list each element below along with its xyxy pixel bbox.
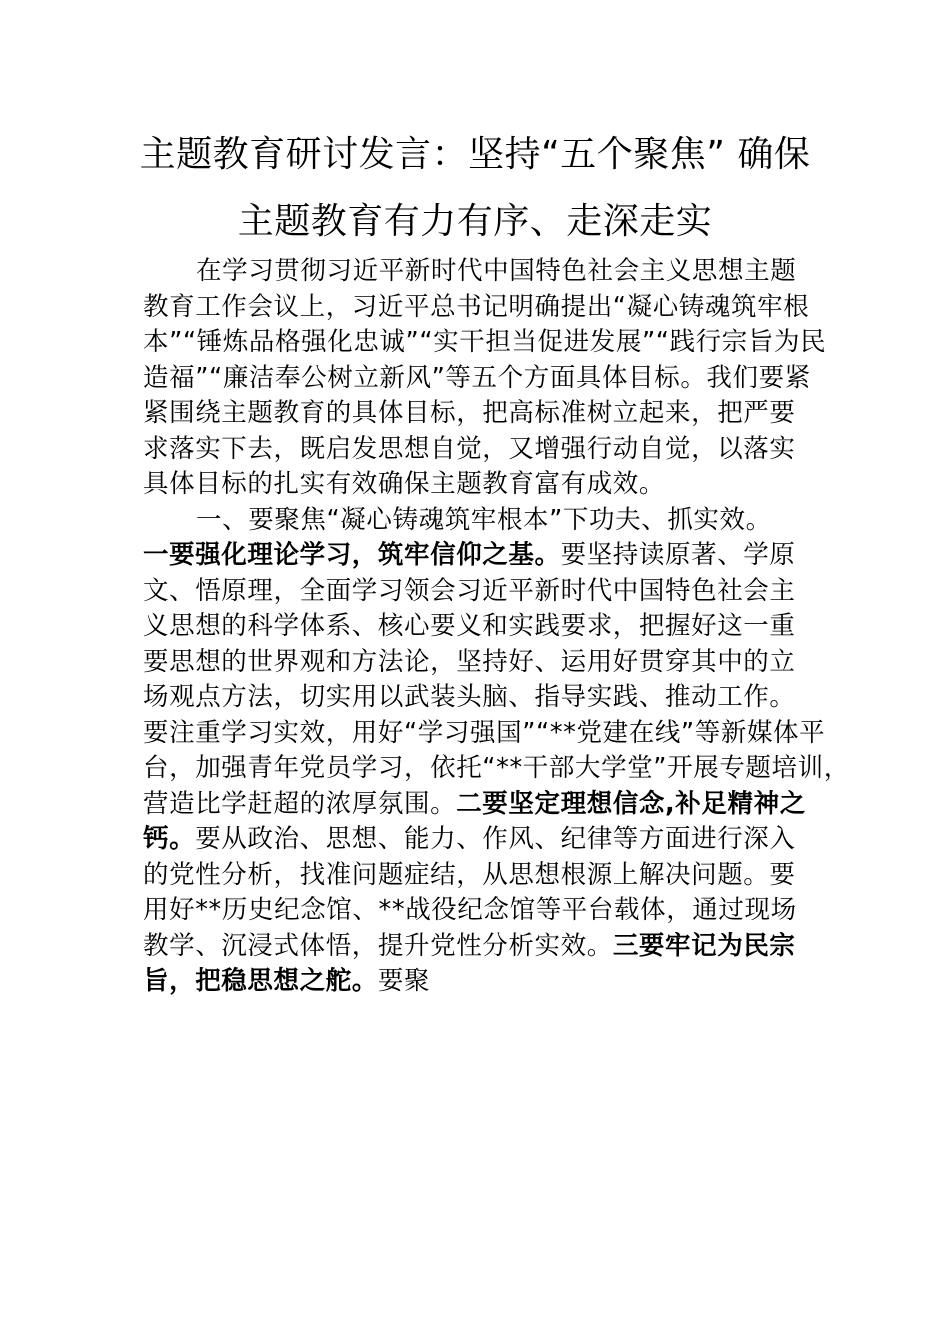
line-text: 教学、沉浸式体悟，提升党性分析实效。 [143,930,613,961]
bold-point-3: 三要牢记为民宗 [612,930,796,961]
paragraph-line [143,538,833,574]
document-title-line-1: 主题教育研讨发言：坚持“五个聚焦” 确保 [139,134,811,175]
paragraph-line [143,929,833,965]
paragraph-line: 用好**历史纪念馆、**战役纪念馆等平台载体，通过现场 [143,895,797,925]
document-body [143,254,850,1000]
paragraph-line: 文、悟原理，全面学习领会习近平新时代中国特色社会主 [143,575,796,606]
line-text: 要聚 [377,966,431,996]
paragraph-line: 的党性分析，找准问题症结，从思想根源上解决问题。要 [143,859,796,890]
paragraph-line: 紧围绕主题教育的具体目标，把高标准树立起来，把严要 [143,398,796,428]
line-text: 营造比学赶超的浓厚氛围。 [143,788,457,819]
section-heading: 一、要聚焦“凝心铸魂筑牢根本”下功夫、抓实效。 [196,504,772,535]
bold-point-3-end: 旨，把稳思想之舵。 [143,966,378,996]
paragraph-line: 本”“锤炼品格强化忠诚”“实干担当促进发展”“践行宗旨为民 [143,327,827,357]
paragraph-line: 台，加强青年党员学习，依托“**干部大学堂”开展专题培训， [143,753,850,783]
paragraph-line: 要思想的世界观和方法论，坚持好、运用好贯穿其中的立 [143,646,796,677]
bold-point-2-end: 钙。 [143,824,196,854]
paragraph-line: 要注重学习实效，用好“学习强国”“**党建在线”等新媒体平 [143,717,826,748]
bold-point-1: 一要强化理论学习，筑牢信仰之基。 [143,540,561,570]
paragraph-line: 义思想的科学体系、核心要义和实践要求，把握好这一重 [143,611,796,641]
line-text: 要坚持读原著、学原 [560,540,796,570]
paragraph-line: 求落实下去，既启发思想自觉，又增强行动自觉，以落实 [143,433,796,464]
paragraph-line [143,822,833,858]
paragraph-line: 造福”“廉洁奉公树立新风”等五个方面具体目标。我们要紧 [143,362,811,393]
bold-point-2: 二要坚定理想信念,补足精神之 [456,788,806,819]
paragraph-line [143,787,833,823]
paragraph-line: 教育工作会议上，习近平总书记明确提出“凝心铸魂筑牢根 [143,291,810,322]
document-title-line-2: 主题教育有力有序、走深走实 [237,201,713,242]
paragraph-line [143,964,833,1000]
paragraph-line: 具体目标的扎实有效确保主题教育富有成效。 [143,469,666,499]
paragraph-line: 在学习贯彻习近平新时代中国特色社会主义思想主题 [196,256,797,286]
line-text: 要从政治、思想、能力、作风、纪律等方面进行深入 [195,824,796,854]
paragraph-line: 场观点方法，切实用以武装头脑、指导实践、推动工作。 [143,682,796,712]
